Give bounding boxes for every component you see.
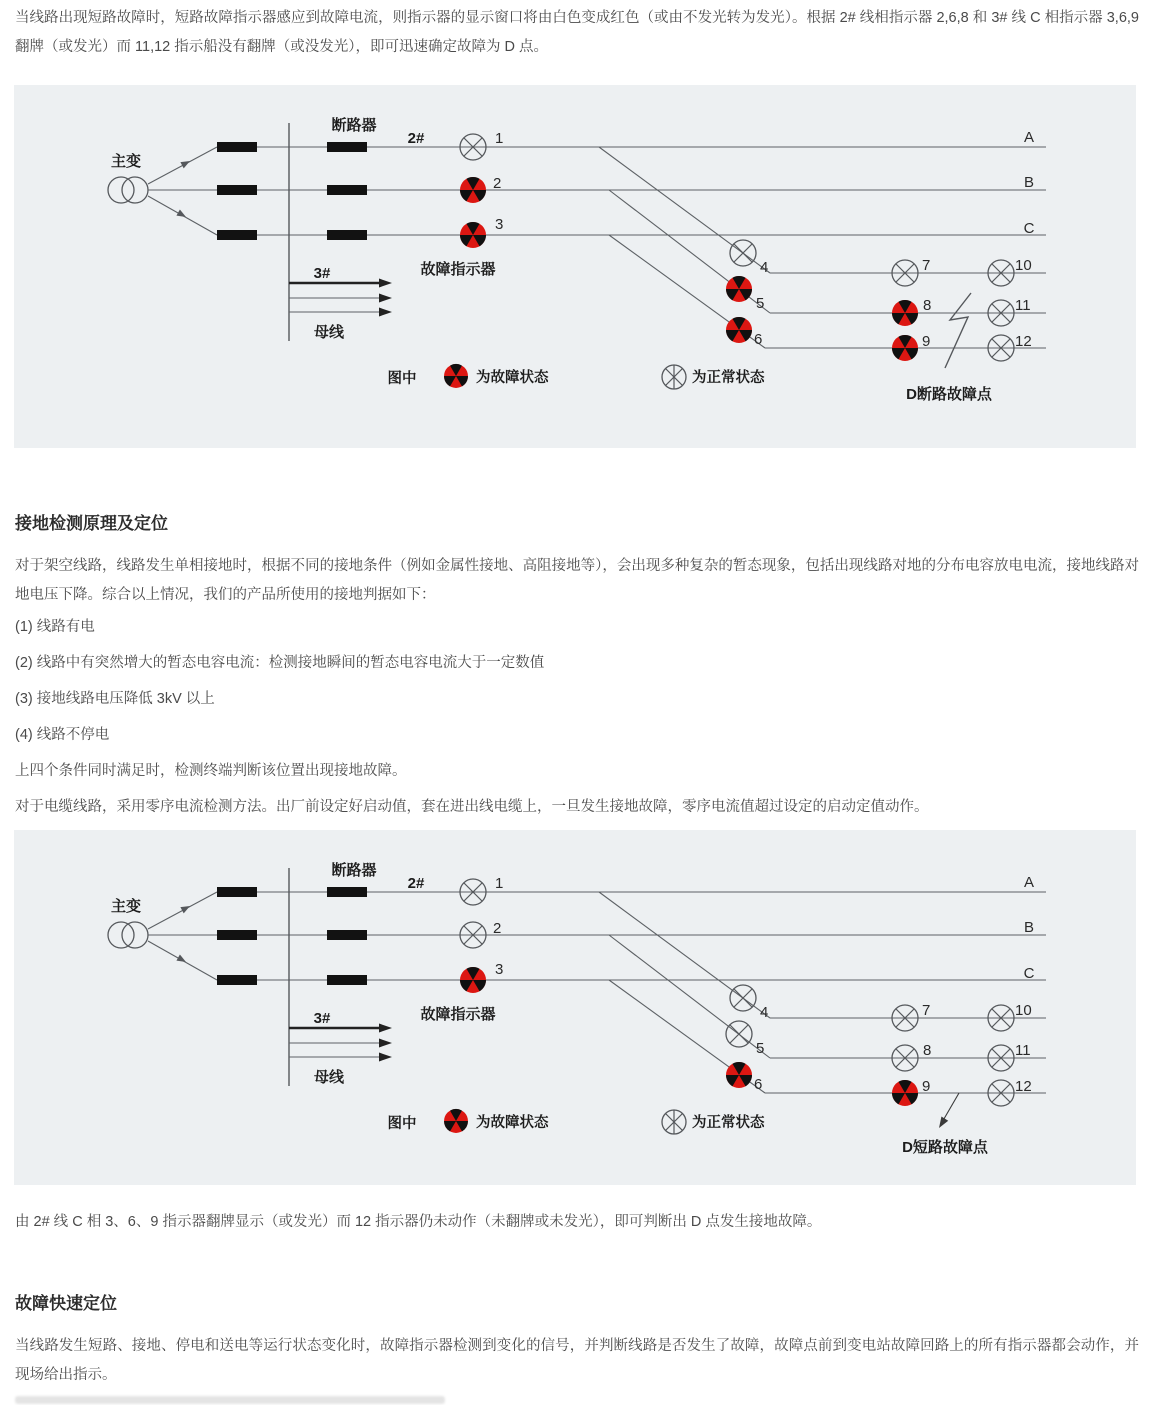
breaker-label: 断路器 bbox=[331, 117, 377, 134]
indicator-2 bbox=[458, 177, 487, 203]
indicator-number-2: 2 bbox=[493, 920, 502, 937]
condition-item-4: (4) 线路不停电 bbox=[15, 727, 110, 743]
grounding-section-heading: 接地检测原理及定位 bbox=[15, 514, 168, 533]
indicator-6 bbox=[724, 317, 753, 343]
legend bbox=[388, 364, 765, 389]
fault-point-label: D短路故障点 bbox=[902, 1139, 988, 1156]
fault-point-label: D断路故障点 bbox=[906, 386, 992, 403]
cutoff-content-smudge bbox=[15, 1396, 445, 1404]
main-transformer-symbol bbox=[108, 177, 148, 203]
main-transformer-symbol bbox=[108, 922, 148, 948]
circuit-breakers bbox=[217, 887, 367, 985]
short-circuit-diagram bbox=[14, 85, 1136, 448]
phase-label-c: C bbox=[1023, 965, 1035, 982]
breaker-label: 断路器 bbox=[331, 862, 377, 879]
indicator-number-8: 8 bbox=[923, 1042, 932, 1059]
branch-lines bbox=[599, 147, 1046, 348]
condition-item-2: (2) 线路中有突然增大的暂态电容电流：检测接地瞬间的暂态电容电流大于一定数值 bbox=[15, 655, 545, 671]
indicator-number-9: 9 bbox=[922, 333, 931, 350]
indicator-number-6: 6 bbox=[754, 331, 763, 348]
indicator-number-8: 8 bbox=[923, 297, 932, 314]
transformer-feeder-lines bbox=[148, 892, 217, 980]
bus-label: 母线 bbox=[313, 1069, 345, 1086]
indicator-number-4: 4 bbox=[760, 259, 769, 276]
indicator-5 bbox=[726, 1021, 752, 1047]
feeder3-label: 3# bbox=[313, 265, 331, 282]
indicator-3 bbox=[458, 222, 487, 248]
indicator-number-7: 7 bbox=[922, 257, 931, 274]
indicator-3 bbox=[458, 967, 487, 993]
indicator-number-10: 10 bbox=[1015, 1002, 1032, 1019]
lightning-fault-icon bbox=[945, 293, 971, 368]
grounding-condition-list bbox=[15, 613, 1139, 757]
indicator-number-10: 10 bbox=[1015, 257, 1032, 274]
legend-normal-text: 为正常状态 bbox=[692, 1115, 765, 1131]
indicator-number-5: 5 bbox=[756, 1040, 765, 1057]
grounding-paragraph-1: 对于架空线路，线路发生单相接地时，根据不同的接地条件（例如金属性接地、高阻接地等），会出现多种复杂的暂态现象，包括出现线路对地的分布电容放电电流，接地线路对地电压下降。综合以上情况，我们的产品所使用的接地判据如下： bbox=[15, 558, 1139, 603]
fault-indicator-label: 故障指示器 bbox=[420, 261, 496, 278]
grounding-paragraph-3: 对于电缆线路，采用零序电流检测方法。出厂前设定好启动值，套在进出线电缆上，一旦发生接地故障，零序电流值超过设定的启动定值动作。 bbox=[15, 799, 929, 815]
indicator-number-9: 9 bbox=[922, 1078, 931, 1095]
indicator-number-2: 2 bbox=[493, 175, 502, 192]
phase-label-b: B bbox=[1023, 174, 1035, 191]
condition-item-1: (1) 线路有电 bbox=[15, 619, 95, 635]
fast-location-paragraph: 当线路发生短路、接地、停电和送电等运行状态变化时，故障指示器检测到变化的信号，并判断线路是否发生了故障，故障点前到变电站故障回路上的所有指示器都会动作，并现场给出指示。 bbox=[15, 1338, 1139, 1383]
fast-location-heading: 故障快速定位 bbox=[15, 1294, 117, 1313]
indicator-number-12: 12 bbox=[1015, 333, 1032, 350]
fault-indicator-label: 故障指示器 bbox=[420, 1006, 496, 1023]
legend-fault-text: 为故障状态 bbox=[476, 1115, 549, 1131]
indicator-number-3: 3 bbox=[495, 961, 504, 978]
indicator-number-11: 11 bbox=[1015, 297, 1031, 314]
indicator-number-5: 5 bbox=[756, 295, 765, 312]
phase-label-c: C bbox=[1023, 220, 1035, 237]
legend-prefix: 图中 bbox=[387, 371, 417, 387]
short-circuit-diagram-panel bbox=[14, 85, 1136, 448]
indicator-number-12: 12 bbox=[1015, 1078, 1032, 1095]
condition-item-3: (3) 接地线路电压降低 3kV 以上 bbox=[15, 691, 215, 707]
indicator-8 bbox=[890, 300, 919, 326]
indicator-4 bbox=[730, 240, 756, 266]
bus-label: 母线 bbox=[313, 324, 345, 341]
indicator-number-11: 11 bbox=[1015, 1042, 1031, 1059]
legend-normal-text: 为正常状态 bbox=[692, 370, 765, 386]
fault-point-pointer-arrow bbox=[936, 1093, 959, 1130]
indicator-6 bbox=[724, 1062, 753, 1088]
circuit-breakers bbox=[217, 142, 367, 240]
indicator-number-1: 1 bbox=[495, 875, 504, 892]
legend-fault-icon bbox=[443, 1109, 470, 1133]
indicator-4 bbox=[730, 985, 756, 1011]
grounding-conclusion: 由 2# 线 C 相 3、6、9 指示器翻牌显示（或发光）而 12 指示器仍未动作（未翻牌或未发光），即可判断出 D 点发生接地故障。 bbox=[15, 1214, 822, 1230]
ground-fault-diagram-panel bbox=[14, 830, 1136, 1185]
legend-normal-icon bbox=[662, 365, 686, 389]
phase-label-a: A bbox=[1023, 129, 1035, 146]
legend-fault-icon bbox=[443, 364, 470, 388]
legend-prefix: 图中 bbox=[387, 1116, 417, 1132]
phase-label-a: A bbox=[1023, 874, 1035, 891]
ground-fault-diagram bbox=[14, 830, 1136, 1185]
indicator-number-3: 3 bbox=[495, 216, 504, 233]
transformer-label: 主变 bbox=[110, 898, 142, 915]
feeder2-label: 2# bbox=[407, 875, 425, 892]
branch-lines bbox=[599, 892, 1046, 1093]
feeder3-label: 3# bbox=[313, 1010, 331, 1027]
indicator-number-7: 7 bbox=[922, 1002, 931, 1019]
feeder3-arrows bbox=[289, 279, 392, 317]
grounding-paragraph-2: 上四个条件同时满足时，检测终端判断该位置出现接地故障。 bbox=[15, 763, 407, 779]
legend-normal-icon bbox=[662, 1110, 686, 1134]
indicator-number-6: 6 bbox=[754, 1076, 763, 1093]
transformer-label: 主变 bbox=[110, 153, 142, 170]
intro-paragraph: 当线路出现短路故障时，短路故障指示器感应到故障电流，则指示器的显示窗口将由白色变成红色（或由不发光转为发光）。根据 2# 线相指示器 2,6,8 和 3# 线 C 相指示器 3,6,9 翻牌（或发光）而 11,12 指示船没有翻牌（或没发光），即可迅速确定故障为 D 点。 bbox=[15, 10, 1139, 55]
indicator-number-4: 4 bbox=[760, 1004, 769, 1021]
indicator-number-1: 1 bbox=[495, 130, 504, 147]
transformer-feeder-lines bbox=[148, 147, 217, 235]
feeder2-label: 2# bbox=[407, 130, 425, 147]
indicator-9 bbox=[890, 335, 919, 361]
legend bbox=[388, 1109, 765, 1134]
legend-fault-text: 为故障状态 bbox=[476, 370, 549, 386]
phase-label-b: B bbox=[1023, 919, 1035, 936]
indicator-5 bbox=[724, 276, 753, 302]
feeder3-arrows bbox=[289, 1024, 392, 1062]
indicator-9 bbox=[890, 1080, 919, 1106]
